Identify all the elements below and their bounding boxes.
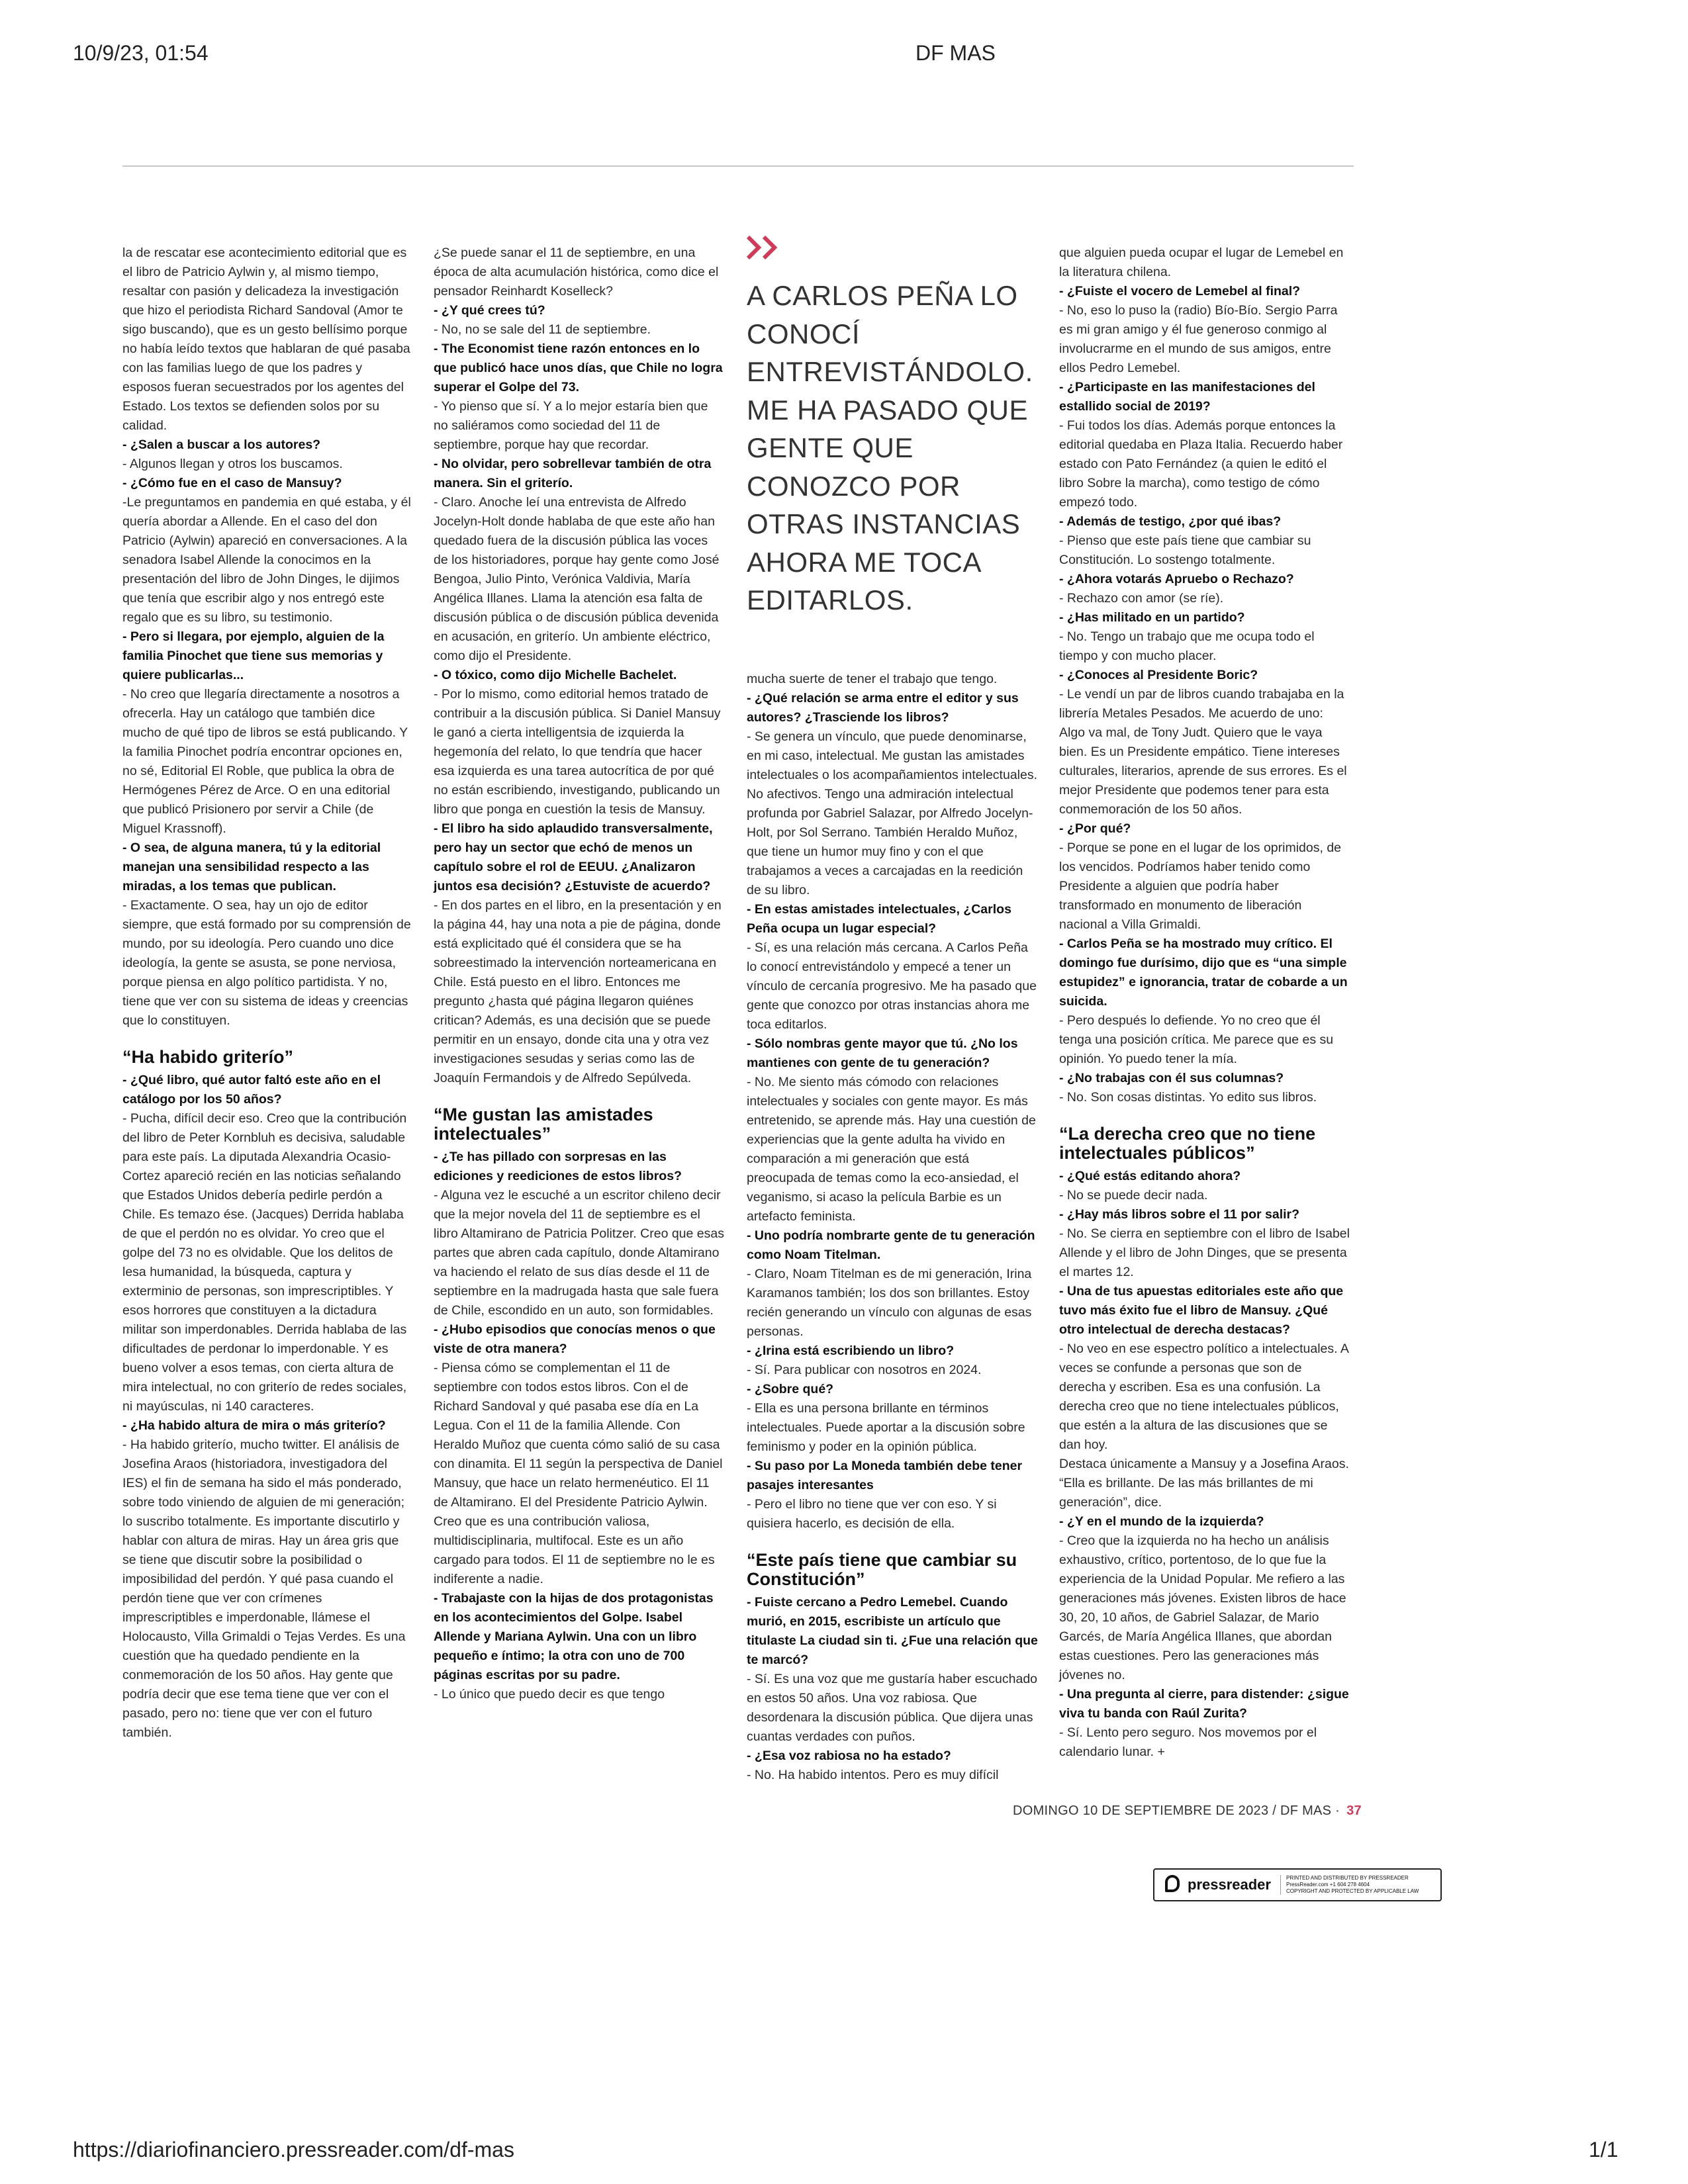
section-heading: “Me gustan las amistades intelectuales”: [434, 1105, 653, 1144]
section-heading: “Este país tiene que cambiar su Constitución”: [747, 1550, 1017, 1589]
pressreader-fine-print: PRINTED AND DISTRIBUTED BY PRESSREADER PressReader.com +1 604 278 4604 COPYRIGHT AND PROTECTED BY APPLICABLE LAW: [1280, 1875, 1419, 1895]
interview-answer: - Sí. Es una voz que me gustaría haber escuchado en estos 50 años. Una voz rabiosa. Que desordenara la discusión pública. Que dijera unas cuantas verdades con puños.: [747, 1672, 1038, 1744]
interview-answer: - Pucha, difícil decir eso. Creo que la contribución del libro de Peter Kornbluh es decisiva, saludable para este país. La diputada Alexandria Ocasio-Cortez apareció recién en las noticias señalando que Estados Unidos debería pedirle perdón a Chile. Es temazo ése. (Jacques) Derrida hablaba de que el perdón no es olvidar. Yo creo que el golpe del 73 no es olvidable. Que los delitos de lesa humanidad, la búsqueda, captura y exterminio de personas, son imprescriptibles. Y esos horrores que constituyen a la dictadura militar son imperdonables. Derrida hablaba de las dificultades de perdonar lo imperdonable. Y es bueno volver a esos temas, con cierta altura de mira intelectual, no con griterío de redes sociales, ni mayúsculas, ni 140 caracteres.: [122, 1111, 407, 1414]
interview-answer: - Ella es una persona brillante en términos intelectuales. Puede aportar a la discusión sobre feminismo y poder en la opinión pública.: [747, 1401, 1025, 1454]
interview-question: - No olvidar, pero sobrellevar también de otra manera. Sin el griterío.: [434, 457, 712, 490]
interview-question: - ¿Sobre qué?: [747, 1382, 834, 1396]
interview-question: - ¿Participaste en las manifestaciones del estallido social de 2019?: [1059, 380, 1315, 414]
interview-question: - ¿Ha habido altura de mira o más griterío?: [122, 1418, 386, 1433]
interview-question: - O sea, de alguna manera, tú y la editorial manejan una sensibilidad respecto a las miradas, a los temas que publican.: [122, 841, 381, 893]
interview-answer: - Ha habido griterío, mucho twitter. El análisis de Josefina Araos (historiadora, investigadora del IES) el fin de semana ha sido el más ponderado, sobre todo viniendo de alguien de mi generación; lo suscribo totalmente. Es importante discutirlo y hablar con altura de miras. Hay un área gris que se tiene que discutir sobre la posibilidad o imposibilidad del perdón. Y qué pasa cuando el perdón tiene que ver con crímenes imprescriptibles e imperdonable, llámese el Holocausto, Villa Grimaldi o Tejas Verdes. Es una cuestión que ha quedado pendiente en la conmemoración de los 50 años. Hay gente que podría decir que ese tema tiene que ver con el pasado, pero no: tiene que ver con el futuro también.: [122, 1437, 406, 1740]
pull-quote-icon: [745, 233, 785, 262]
interview-question: - ¿Irina está escribiendo un libro?: [747, 1343, 955, 1358]
interview-question: - Su paso por La Moneda también debe tener pasajes interesantes: [747, 1459, 1023, 1492]
interview-question: - ¿Por qué?: [1059, 821, 1131, 836]
publication-date-line: DOMINGO 10 DE SEPTIEMBRE DE 2023 / DF MAS ·: [1013, 1803, 1340, 1818]
interview-answer: - Sí. Lento pero seguro. Nos movemos por el calendario lunar. +: [1059, 1725, 1317, 1759]
interview-question: - ¿No trabajas con él sus columnas?: [1059, 1071, 1284, 1085]
interview-question: - Uno podría nombrarte gente de tu generación como Noam Titelman.: [747, 1228, 1035, 1262]
interview-answer: -Le preguntamos en pandemia en qué estaba, y él quería abordar a Allende. En el caso del don Patricio (Aylwin) apareció en conversaciones. A la senadora Isabel Allende la conocimos en la presentación del libro de John Dinges, le dijimos que tenía que escribir algo y nos entregó este regalo que es su libro, su testimonio.: [122, 495, 411, 625]
interview-question: - ¿Y en el mundo de la izquierda?: [1059, 1514, 1264, 1529]
interview-answer: - Claro, Noam Titelman es de mi generación, Irina Karamanos también; los dos son brillantes. Estoy recién generando un vínculo con algunas de esas personas.: [747, 1267, 1032, 1339]
interview-question: - O tóxico, como dijo Michelle Bachelet.: [434, 668, 677, 682]
interview-question: - ¿Cómo fue en el caso de Mansuy?: [122, 476, 342, 490]
interview-answer: - No. Tengo un trabajo que me ocupa todo el tiempo y con mucho placer.: [1059, 629, 1315, 663]
interview-question: - Carlos Peña se ha mostrado muy crítico. El domingo fue durísimo, dijo que es “una simple estupidez” e ignorancia, tratar de cobarde a un suicida.: [1059, 936, 1348, 1009]
interview-question: - ¿Qué relación se arma entre el editor y sus autores? ¿Trasciende los libros?: [747, 691, 1019, 725]
interview-answer: Destaca únicamente a Mansuy y a Josefina Araos. “Ella es brillante. De las más brillantes de mi generación”, dice.: [1059, 1457, 1349, 1510]
interview-answer: la de rescatar ese acontecimiento editorial que es el libro de Patricio Aylwin y, al mismo tiempo, resaltar con pasión y delicadeza la investigación que hizo el periodista Richard Sandoval (Amor te sigo buscando), que es un gesto bellísimo porque no había leído textos que hablaran de qué pasaba con las familias luego de que los padres y esposos fueran secuestrados por los agentes del Estado. Los textos se defienden solos por su calidad.: [122, 246, 410, 433]
pull-quote: A CARLOS PEÑA LO CONOCÍ ENTREVISTÁNDOLO. ME HA PASADO QUE GENTE QUE CONOZCO POR OTRAS INSTANCIAS AHORA ME TOCA EDITARLOS.: [747, 280, 1033, 615]
interview-answer: - Pero después lo defiende. Yo no creo que él tenga una posición crítica. Me parece que es su opinión. Yo puedo tener la mía.: [1059, 1013, 1334, 1066]
header-divider: [122, 165, 1354, 167]
interview-answer: - No. Me siento más cómodo con relaciones intelectuales y sociales con gente mayor. Es más entretenido, se aprende más. Hay una cuestión de experiencias que la gente adulta ha vivido en comparación a mi generación que está preocupada de temas como la eco-ansiedad, el veganismo, si acaso la película Barbie es un artefacto feminista.: [747, 1075, 1036, 1224]
interview-answer: - Pienso que este país tiene que cambiar su Constitución. Lo sostengo totalmente.: [1059, 533, 1311, 567]
interview-answer: - Le vendí un par de libros cuando trabajaba en la librería Metales Pesados. Me acuerdo de uno: Algo va mal, de Tony Judt. Quiero que le vaya bien. Es un Presidente empático. Tiene intereses culturales, literarios, aprende de sus errores. Es el mejor Presidente que podemos tener para esta conmemoración de los 50 años.: [1059, 687, 1347, 817]
article-column-2: [434, 244, 725, 1704]
interview-answer: - Pero el libro no tiene que ver con eso. Y si quisiera hacerlo, es decisión de ella.: [747, 1497, 997, 1531]
interview-question: - Trabajaste con la hijas de dos protagonistas en los acontecimientos del Golpe. Isabel Allende y Mariana Aylwin. Una con un libro pequeño e íntimo; la otra con uno de 700 páginas escritas por su padre.: [434, 1591, 714, 1682]
pressreader-badge: [1153, 1868, 1442, 1901]
interview-question: - ¿Salen a buscar a los autores?: [122, 437, 321, 452]
interview-answer: - No. Se cierra en septiembre con el libro de Isabel Allende y el libro de John Dinges, que se presenta el martes 12.: [1059, 1226, 1350, 1279]
interview-question: - Pero si llegara, por ejemplo, alguien de la familia Pinochet que tiene sus memorias y quiere publicarlas...: [122, 629, 385, 682]
interview-answer: - Yo pienso que sí. Y a lo mejor estaría bien que no saliéramos como sociedad del 11 de septiembre, porque hay que recordar.: [434, 399, 708, 452]
interview-question: - ¿Fuiste el vocero de Lemebel al final?: [1059, 284, 1301, 298]
interview-question: - ¿Y qué crees tú?: [434, 303, 545, 318]
interview-answer: - Rechazo con amor (se ríe).: [1059, 591, 1224, 606]
interview-question: - ¿Esa voz rabiosa no ha estado?: [747, 1749, 951, 1763]
interview-question: - The Economist tiene razón entonces en lo que publicó hace unos días, que Chile no logra superar el Golpe del 73.: [434, 341, 723, 394]
interview-answer: - Lo único que puedo decir es que tengo: [434, 1687, 665, 1702]
interview-answer: ¿Se puede sanar el 11 de septiembre, en una época de alta acumulación histórica, como dice el pensador Reinhardt Koselleck?: [434, 246, 719, 298]
interview-answer: - No. Son cosas distintas. Yo edito sus libros.: [1059, 1090, 1317, 1105]
pressreader-logo: pressreader: [1154, 1876, 1271, 1893]
interview-question: - Además de testigo, ¿por qué ibas?: [1059, 514, 1282, 529]
interview-question: - ¿Hay más libros sobre el 11 por salir?: [1059, 1207, 1300, 1222]
interview-answer: - No se puede decir nada.: [1059, 1188, 1208, 1203]
publication-page-number: 37: [1346, 1803, 1362, 1818]
interview-question: - ¿Qué libro, qué autor faltó este año en el catálogo por los 50 años?: [122, 1073, 381, 1107]
article-column-4: [1059, 244, 1352, 1762]
interview-answer: - Piensa cómo se complementan el 11 de septiembre con todos estos libros. Con el de Richard Sandoval y qué pasaba ese día en La Legua. Con el 11 de la familia Allende. Con Heraldo Muñoz que cuenta cómo salió de su casa con dinamita. El 11 según la perspectiva de Daniel Mansuy, que hace un relato hermenéutico. El 11 de Altamirano. El del Presidente Patricio Aylwin. Creo que es una contribución valiosa, multidisciplinaria, multifocal. Este es un año cargado para todos. El 11 de septiembre no le es indiferente a nadie.: [434, 1361, 723, 1586]
interview-answer: - Por lo mismo, como editorial hemos tratado de contribuir a la discusión pública. Si Daniel Mansuy le ganó a cierta intelligentsia de izquierda la hegemonía del relato, lo que tendría que hacer esa izquierda es una tarea autocrítica de por qué no están escribiendo, investigando, publicando un libro que ponga en cuestión la tesis de Mansuy.: [434, 687, 721, 817]
interview-answer: - Fui todos los días. Además porque entonces la editorial quedaba en Plaza Italia. Recuerdo haber estado con Pato Fernández (a quien le editó el libro Sobre la marcha), como testigo de cómo empezó todo.: [1059, 418, 1343, 510]
interview-question: - Una pregunta al cierre, para distender: ¿sigue viva tu banda con Raúl Zurita?: [1059, 1687, 1349, 1721]
interview-answer: - Exactamente. O sea, hay un ojo de editor siempre, que está formado por su comprensión de mundo, por su ideología. Pero cuando uno dice ideología, la gente se asusta, se pone nerviosa, porque piensa en algo político partidista. Y no, tiene que ver con su sistema de ideas y creencias que lo constituyen.: [122, 898, 411, 1028]
interview-question: - El libro ha sido aplaudido transversalmente, pero hay un sector que echó de menos un capítulo sobre el rol de EEUU. ¿Analizaron juntos esa decisión? ¿Estuviste de acuerdo?: [434, 821, 713, 893]
interview-answer: - En dos partes en el libro, en la presentación y en la página 44, hay una nota a pie de página, donde está explicitado qué él considera que se ha sobreestimado la intervención norteamericana en Chile. Está puesto en el libro. Entonces me pregunto ¿hasta qué página llegaron quiénes critican? Además, es una decisión que se puede permitir en un ensayo, donde cita una y otra vez investigaciones sesudas y serias como las de Joaquín Fermandois y de Alfredo Sepúlveda.: [434, 898, 722, 1085]
interview-answer: mucha suerte de tener el trabajo que tengo.: [747, 672, 998, 686]
interview-question: - Una de tus apuestas editoriales este año que tuvo más éxito fue el libro de Mansuy. ¿Qué otro intelectual de derecha destacas?: [1059, 1284, 1344, 1337]
interview-question: - ¿Te has pillado con sorpresas en las ediciones y reediciones de estos libros?: [434, 1150, 682, 1183]
interview-answer: - Porque se pone en el lugar de los oprimidos, de los vencidos. Podríamos haber tenido como Presidente a alguien que podría haber transformado en monumento de liberación nacional a Villa Grimaldi.: [1059, 841, 1342, 932]
section-heading: “La derecha creo que no tiene intelectuales públicos”: [1059, 1124, 1316, 1163]
interview-answer: que alguien pueda ocupar el lugar de Lemebel en la literatura chilena.: [1059, 246, 1344, 279]
interview-answer: - No veo en ese espectro político a intelectuales. A veces se confunde a personas que son de derecha y escriben. Esa es una confusión. La derecha creo que no tiene intelectuales públicos, que estén a la altura de las discusiones que se dan hoy.: [1059, 1342, 1348, 1452]
interview-answer: - Claro. Anoche leí una entrevista de Alfredo Jocelyn-Holt donde hablaba de que este año han quedado fuera de la discusión pública las voces de los historiadores, porque hay gente como José Bengoa, Julio Pinto, Verónica Valdivia, María Angélica Illanes. Llama la atención esa falta de discusión pública o de discusión pública devenida en acusación, en griterío. Un ambiente eléctrico, como dijo el Presidente.: [434, 495, 720, 663]
interview-question: - Sólo nombras gente mayor que tú. ¿No los mantienes con gente de tu generación?: [747, 1036, 1018, 1070]
interview-answer: - No. Ha habido intentos. Pero es muy difícil: [747, 1768, 999, 1782]
interview-question: - Fuiste cercano a Pedro Lemebel. Cuando murió, en 2015, escribiste un artículo que titulaste La ciudad sin ti. ¿Fue una relación que te marcó?: [747, 1595, 1038, 1667]
publication-footer: [1013, 1803, 1362, 1819]
interview-question: - ¿Hubo episodios que conocías menos o que viste de otra manera?: [434, 1322, 716, 1356]
interview-answer: - Algunos llegan y otros los buscamos.: [122, 457, 343, 471]
interview-answer: - No creo que llegaría directamente a nosotros a ofrecerla. Hay un catálogo que también dice mucho de qué tipo de libros se está publicando. Y la familia Pinochet podría encontrar opciones en, no sé, Editorial El Roble, que publica la obra de Hermógenes Pérez de Arce. O en una editorial que publicó Prisionero por servir a Chile (de Miguel Krassnoff).: [122, 687, 408, 836]
interview-answer: - Creo que la izquierda no ha hecho un análisis exhaustivo, crítico, portentoso, de lo que fue la experiencia de la Unidad Popular. Me refiero a las generaciones más jóvenes. Existen libros de hace 30, 20, 10 años, de Gabriel Salazar, de Mario Garcés, de María Angélica Illanes, que abordan estas cuestiones. Pero las generaciones más jóvenes no.: [1059, 1533, 1346, 1682]
interview-answer: - Alguna vez le escuché a un escritor chileno decir que la mejor novela del 11 de septiembre es el libro Altamirano de Patricia Politzer. Creo que esas partes que abren cada capítulo, donde Altamirano va haciendo el relato de sus días desde el 11 de septiembre en la madrugada hasta que sale fuera de Chile, escondido en un auto, son formidables.: [434, 1188, 724, 1318]
article-column-3: [747, 670, 1039, 1785]
interview-question: - ¿Ahora votarás Apruebo o Rechazo?: [1059, 572, 1294, 586]
interview-answer: - Sí, es una relación más cercana. A Carlos Peña lo conocí entrevistándolo y empecé a tener un vínculo de cercanía progresivo. Me ha pasado que gente que conozco por otras instancias ahora me toca editarlos.: [747, 940, 1037, 1032]
interview-answer: - Se genera un vínculo, que puede denominarse, en mi caso, intelectual. Me gustan las amistades intelectuales o los acompañamientos intelectuales. No afectivos. Tengo una admiración intelectual profunda por Gabriel Salazar, por Alfredo Jocelyn-Holt, por Sol Serrano. También Heraldo Muñoz, que tiene un humor muy fino y con el que trabajamos a veces a carcajadas en la reedición de su libro.: [747, 729, 1038, 897]
interview-answer: - No, no se sale del 11 de septiembre.: [434, 322, 651, 337]
interview-question: - ¿Has militado en un partido?: [1059, 610, 1245, 625]
interview-answer: - No, eso lo puso la (radio) Bío-Bío. Sergio Parra es mi gran amigo y él fue generoso conmigo al involucrarme en el mundo de sus amigos, entre ellos Pedro Lemebel.: [1059, 303, 1338, 375]
print-title: DF MAS: [915, 41, 996, 65]
interview-question: - ¿Conoces al Presidente Boric?: [1059, 668, 1258, 682]
section-heading: “Ha habido griterío”: [122, 1047, 294, 1067]
page-count: 1/1: [1589, 2138, 1618, 2161]
page-url: https://diariofinanciero.pressreader.com/df-mas: [73, 2138, 514, 2161]
interview-question: - En estas amistades intelectuales, ¿Carlos Peña ocupa un lugar especial?: [747, 902, 1011, 936]
print-datetime: 10/9/23, 01:54: [73, 41, 209, 65]
article-column-1: [122, 244, 414, 1743]
interview-answer: - Sí. Para publicar con nosotros en 2024.: [747, 1363, 982, 1377]
interview-question: - ¿Qué estás editando ahora?: [1059, 1169, 1241, 1183]
